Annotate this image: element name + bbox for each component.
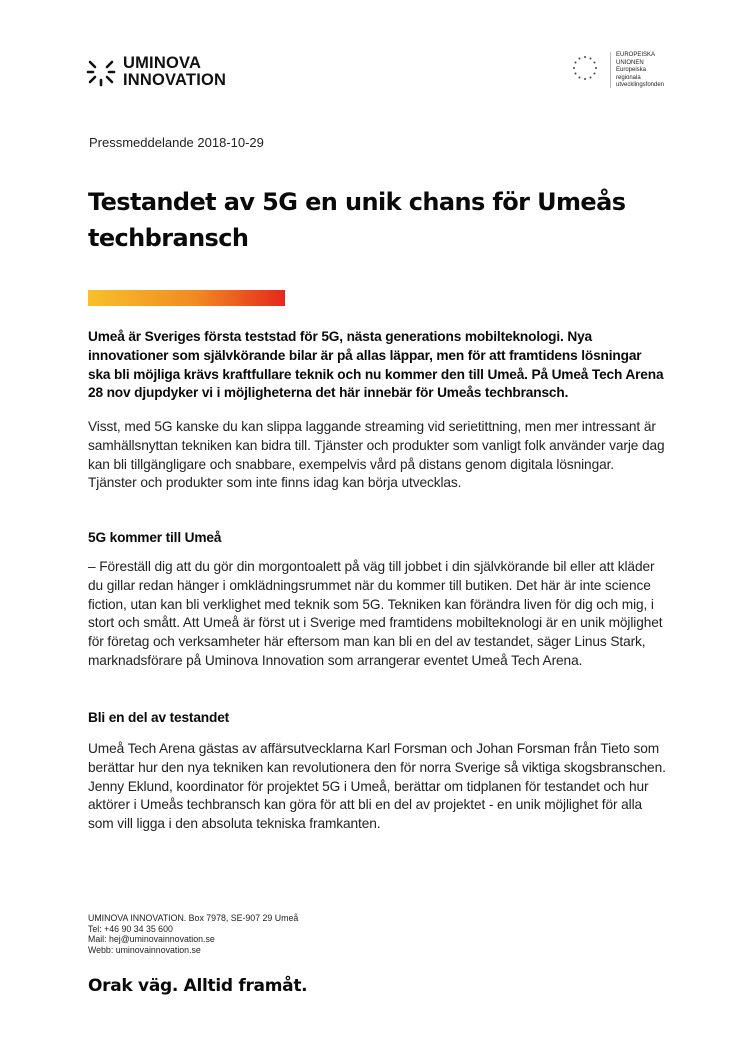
eu-line: EUROPEISKA [616,52,656,58]
eu-badge [566,52,664,90]
footer-address: UMINOVA INNOVATION. Box 7978, SE-907 29 Umeå [88,913,299,923]
body-paragraph-3: Umeå Tech Arena gästas av affärsutvecklarna Karl Forsman och Johan Forsman från Tieto som berättar hur den nya tekniken kan revolutionera den för norra Sverige så viktiga skogsbranschen. Jenny Eklund, koordinator för projektet 5G i Umeå, berättar om tidplanen för testandet och hur aktörer i Umeås techbransch kan göra för att bli en del av projektet - en unik möjlighet för alla som vill ligga i den absoluta tekniska framkanten. [88,741,666,832]
body-paragraph-1: Visst, med 5G kanske du kan slippa laggande streaming vid serietittning, men mer intressant är samhällsnyttan tekniken kan bidra till. Tjänster och produkter som vanligt folk använder varje dag kan bli tillgängligare och snabbare, exempelvis vård på distans genom digitala lösningar. Tjänster och produkter som inte finns idag kan börja utvecklas. [88,419,665,491]
subheading-bli-en-del: Bli en del av testandet [88,710,230,725]
eu-stars-icon [566,53,604,83]
uminova-symbol-icon [86,57,116,87]
logo-wordmark [123,55,226,89]
tagline: Orak väg. Alltid framåt. [88,976,308,996]
footer-web: Webb: uminovainnovation.se [88,944,201,955]
logo-line-1: UMINOVA [123,54,202,72]
subheading-5g-kommer: 5G kommer till Umeå [88,530,222,545]
footer-phone: Tel: +46 90 34 35 600 [88,923,173,934]
eu-line: Europeiska [616,67,647,74]
headline: Testandet av 5G en unik chans för Umeås techbransch [88,188,626,252]
accent-gradient-bar [88,290,285,306]
footer-mail: Mail: hej@uminovainnovation.se [88,934,215,945]
eu-line: UNIONEN [616,59,644,66]
body-paragraph-2: – Föreställ dig att du gör din morgontoalett på väg till jobbet i din självkörande bil eller att kläder du gillar redan hänger i omklädningsrummet när du kommer till butiken. Det här är inte science fiction, utan kan bli verklighet med teknik som 5G. Tekniken kan förändra liven för dig och mig, i stort och smått. Att Umeå är först ut i Sverige med framtidens mobilteknologi är en unik möjlighet för företag och verksamheter här eftersom man kan bli en del av testandet, säger Linus Stark, marknadsförare på Uminova Innovation som arrangerar eventet Umeå Tech Arena. [88,559,663,668]
footer-contact [88,913,298,955]
logo-line-2: INNOVATION [123,71,227,89]
eu-badge-text [616,52,664,90]
eu-line: regionala [616,74,641,81]
uminova-logo [86,55,226,89]
press-release-date: Pressmeddelande 2018-10-29 [89,135,264,150]
eu-line: utvecklingsfonden [616,82,665,89]
lead-paragraph: Umeå är Sveriges första teststad för 5G, nästa generations mobilteknologi. Nya innovationer som självkörande bilar är på allas läppar, men för att framtidens lösningar ska bli möjliga krävs kraftfullare teknik och nu kommer den till Umeå. På Umeå Tech Arena 28 nov djupdyker vi i möjligheterna det här innebär för Umeås techbransch. [88,329,664,401]
eu-divider [610,52,611,88]
